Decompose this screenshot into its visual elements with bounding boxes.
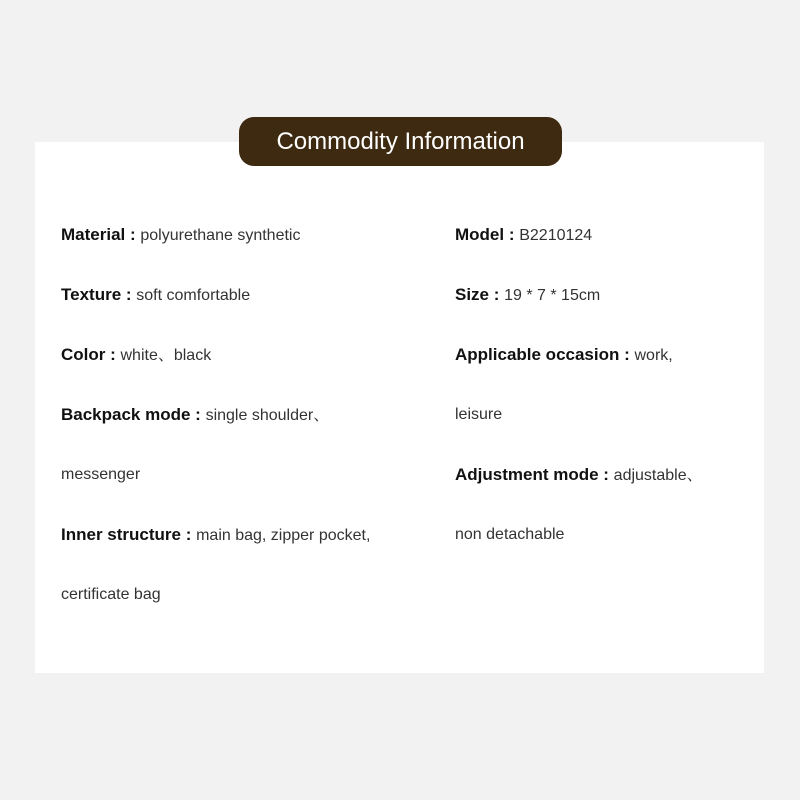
left-column: [61, 205, 441, 625]
backpack-mode-value: single shoulder、: [205, 407, 330, 424]
occasion-value-cont: leisure: [455, 406, 503, 423]
adjustment-value-cont: non detachable: [455, 526, 565, 543]
size-value: 19 * 7 * 15cm: [504, 287, 601, 304]
occasion-continued: [455, 385, 755, 445]
material-value: polyurethane synthetic: [140, 227, 301, 244]
material-label: Material :: [61, 225, 141, 244]
adjustment-label: Adjustment mode :: [455, 465, 614, 484]
model-value: B2210124: [519, 227, 593, 244]
inner-structure-value: main bag, zipper pocket,: [196, 527, 371, 544]
inner-structure-value-cont: certificate bag: [61, 586, 161, 603]
color-row: [61, 325, 441, 385]
adjustment-row: [455, 445, 755, 505]
model-row: [455, 205, 755, 265]
adjustment-value: adjustable、: [613, 467, 703, 484]
size-label: Size :: [455, 285, 505, 304]
texture-label: Texture :: [61, 285, 137, 304]
backpack-mode-value-cont: messenger: [61, 466, 141, 483]
backpack-mode-continued: [61, 445, 441, 505]
size-row: [455, 265, 755, 325]
texture-row: [61, 265, 441, 325]
section-title: Commodity Information: [239, 117, 562, 166]
inner-structure-continued: [61, 565, 441, 625]
occasion-value: work,: [634, 347, 673, 364]
color-value: white、black: [120, 347, 212, 364]
occasion-label: Applicable occasion :: [455, 345, 635, 364]
backpack-mode-label: Backpack mode :: [61, 405, 206, 424]
material-row: [61, 205, 441, 265]
texture-value: soft comfortable: [136, 287, 251, 304]
inner-structure-row: [61, 505, 441, 565]
occasion-row: [455, 325, 755, 385]
color-label: Color :: [61, 345, 121, 364]
backpack-mode-row: [61, 385, 441, 445]
inner-structure-label: Inner structure :: [61, 525, 197, 544]
adjustment-continued: [455, 505, 755, 565]
model-label: Model :: [455, 225, 520, 244]
right-column: [455, 205, 755, 565]
